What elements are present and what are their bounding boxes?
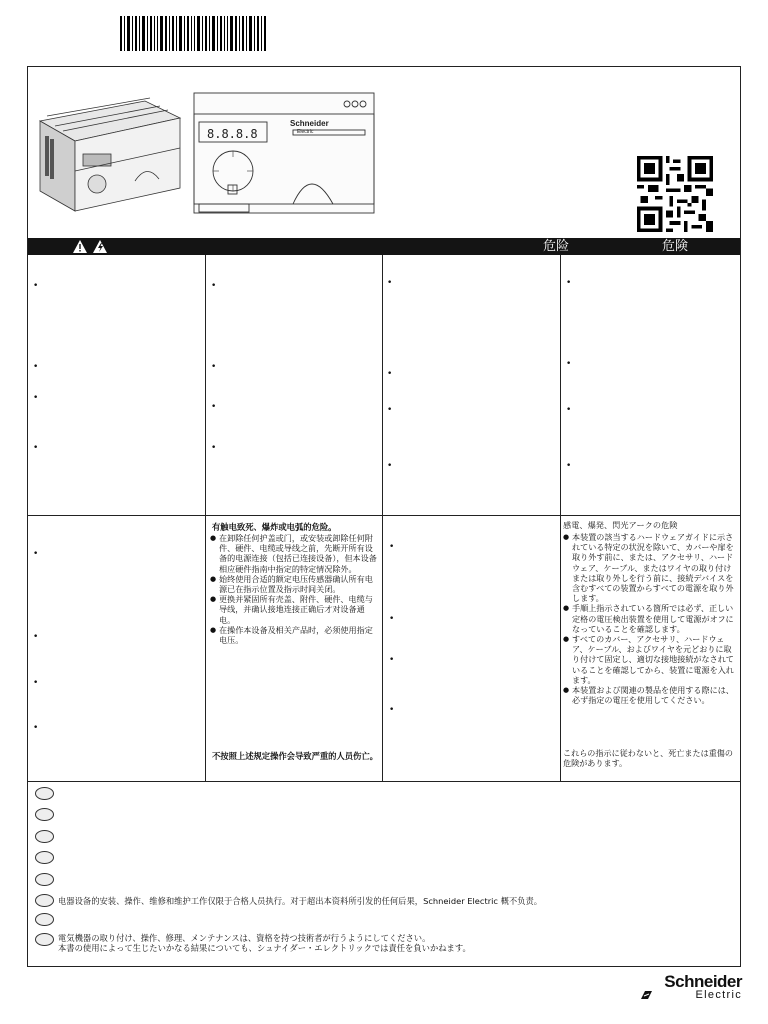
bullet: • [387, 369, 393, 379]
bullet: • [389, 542, 395, 552]
bullet: • [211, 402, 217, 412]
list-item: ● 更换并紧固所有壳盖、附件、硬件、电缆与导线，并确认接地连接正确后才对设备通电。 [210, 594, 378, 625]
bullet: • [566, 359, 572, 369]
language-badge [35, 787, 54, 800]
list-item: ● 手順上指示されている箇所では必ず、正しい定格の電圧検出装置を使用して電源がオフになっていることを確認します。 [563, 603, 735, 634]
language-row-text: 电器设备的安装、操作、维修和维护工作仅限于合格人员执行。对于超出本资料所引发的任何后果，Schneider Electric 概不负责。 [58, 896, 543, 906]
logo-mark-icon [640, 990, 653, 1000]
ja-hazard-footer: これらの指示に従わないと、死亡または重傷の危険があります。 [563, 748, 733, 769]
bullet: • [33, 678, 39, 688]
language-badge [35, 933, 54, 946]
section-divider [28, 781, 740, 782]
list-item: ● 在操作本设备及相关产品时，必须使用指定电压。 [210, 625, 378, 645]
list-item: ● 在卸除任何护盖或门，或安装或卸除任何附件、硬件、电缆或导线之前，先断开所有设备的电源连接（包括已连接设备），但本设备相应硬件指南中指定的特定情况除外。 [210, 533, 378, 574]
language-badge [35, 851, 54, 864]
danger-label-ja: 危険 [662, 239, 689, 254]
bullet: • [389, 655, 395, 665]
column-1 [28, 255, 206, 781]
bullet: • [389, 705, 395, 715]
bullet: • [33, 632, 39, 642]
danger-header-band [28, 238, 740, 255]
bullet: • [389, 614, 395, 624]
warning-triangle-icon [72, 239, 122, 254]
schneider-logo [636, 972, 742, 1002]
list-item: ● 本装置の該当するハードウェアガイドに示されている特定の状況を除いて、カバーや扉を取り外す前に、または、アクセサリ、ハードウェア、ケーブル、またはワイヤの取り付けまたは取り外しを行う前に、接続デバイスを含むすべての装置からすべての電源を取り外します。 [563, 532, 735, 603]
device-brand: Schneider [290, 119, 329, 128]
qr-code-icon [634, 156, 716, 232]
language-badge [35, 830, 54, 843]
bullet: • [33, 443, 39, 453]
language-row-text: 本書の使用によって生じたいかなる結果についても、シュナイダー・エレクトリックでは責任を負いかねます。 [58, 943, 471, 953]
zh-hazard-list [210, 533, 378, 645]
list-item: ● 本装置および関連の製品を使用する際には、必ず指定の電圧を使用してください。 [563, 685, 735, 705]
device-isometric-illustration [35, 96, 185, 216]
zh-hazard-title: 有触电致死、爆炸或电弧的危险。 [212, 522, 337, 532]
language-badge [35, 913, 54, 926]
language-badge [35, 894, 54, 907]
danger-label-zh: 危险 [543, 239, 570, 254]
column-2 [206, 255, 383, 781]
bullet: • [211, 362, 217, 372]
barcode-icon [120, 16, 266, 51]
display-digits: 8.8.8.8 [207, 127, 258, 141]
bullet: • [387, 405, 393, 415]
logo-line-2: Electric [695, 989, 742, 1001]
list-item: ● すべてのカバー、アクセサリ、ハードウェア、ケーブル、およびワイヤを元どおりに取り付けて固定し、適切な接地接続がなされていることを確認してから、装置に電源を入れます。 [563, 634, 735, 685]
logo-line-1: Schneider [664, 972, 742, 991]
bullet: • [211, 443, 217, 453]
bullet: • [33, 281, 39, 291]
language-row-text: 電気機器の取り付け、操作、修理、メンテナンスは、資格を持つ技術者が行うようにしてください。 [58, 933, 431, 943]
bullet: • [33, 549, 39, 559]
ja-hazard-title: 感電、爆発、閃光アークの危険 [563, 520, 678, 530]
column-3 [383, 255, 561, 781]
list-item: ● 始终使用合适的额定电压传感器确认所有电源已在指示位置及指示时间关闭。 [210, 574, 378, 594]
bullet: • [33, 723, 39, 733]
bullet: • [33, 362, 39, 372]
bullet: • [566, 405, 572, 415]
bullet: • [566, 278, 572, 288]
bullet: • [33, 393, 39, 403]
bullet: • [387, 461, 393, 471]
language-badge [35, 808, 54, 821]
bullet: • [566, 461, 572, 471]
device-front-illustration [193, 92, 375, 214]
bullet: • [387, 278, 393, 288]
row-divider [28, 515, 740, 516]
device-brand-sub: Electric [297, 129, 314, 135]
bullet: • [211, 281, 217, 291]
zh-hazard-footer: 不按照上述规定操作会导致严重的人员伤亡。 [212, 751, 378, 761]
language-badge [35, 873, 54, 886]
ja-hazard-list [563, 532, 735, 705]
